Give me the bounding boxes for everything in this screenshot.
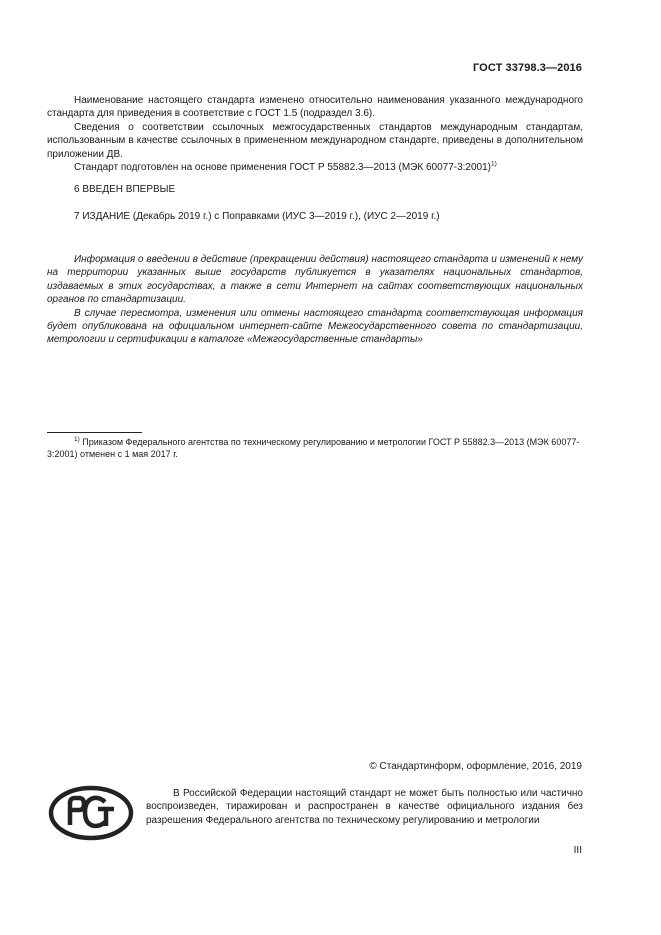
footnote-paragraph [47,436,583,460]
paragraph-based-on [47,161,583,174]
footnote [47,436,583,460]
section-7-edition: 7 ИЗДАНИЕ (Декабрь 2019 г.) с Поправками (ИУС 3—2019 г.), (ИУС 2—2019 г.) [74,211,440,222]
info-paragraph-revision: В случае пересмотра, изменения или отмены настоящего стандарта соответствующая информация будет опубликована на официальном интернет-сайте Межгосударственного совета по стандартизации, метрологии и сертификации в каталоге «Межгосударственные стандарты» [47,307,583,346]
document-header-id: ГОСТ 33798.3—2016 [472,62,582,74]
footnote-ref-marker: 1) [491,160,497,168]
copyright-line: © Стандартинформ, оформление, 2016, 2019 [369,761,582,772]
info-block [47,253,583,347]
footnote-marker: 1) [74,436,80,443]
info-paragraph-publication: Информация о введении в действие (прекращении действия) настоящего стандарта и изменений к нему на территории указанных выше государств публикуется в указателях национальных стандартов, издаваемых в этих государствах, а также в сети Интернет на сайтах соответствующих национальных органов по стандартизации. [47,254,583,306]
footnote-separator [47,432,142,433]
reproduction-notice-text: В Российской Федерации настоящий стандарт не может быть полностью или частично воспроизведен, тиражирован и распространен в качестве официального издания без разрешения Федерального агентства по техническому регулированию и метрологии [146,788,583,826]
paragraph-reference-standards: Сведения о соответствии ссылочных межгосударственных стандартов международным стандартам, использованным в качестве ссылочных в примененном международном стандарте, приведены в дополнительном приложении ДВ. [47,121,583,160]
standard-details-block [47,94,583,174]
footnote-text: Приказом Федерального агентства по техническому регулированию и метрологии ГОСТ Р 55882.3—2013 (МЭК 60077-3:2001) отменен с 1 мая 2017 г. [47,437,580,460]
page-number: III [573,845,582,856]
reproduction-notice [146,787,583,827]
paragraph-name-change: Наименование настоящего стандарта изменено относительно наименования указанного международного стандарта для приведения в соответствие с ГОСТ 1.5 (подраздел 3.6). [47,95,583,120]
rst-certification-mark-icon [48,785,134,841]
paragraph-based-on-text: Стандарт подготовлен на основе применения ГОСТ Р 55882.3—2013 (МЭК 60077-3:2001) [74,162,492,174]
section-6-introduced-first: 6 ВВЕДЕН ВПЕРВЫЕ [74,184,176,195]
